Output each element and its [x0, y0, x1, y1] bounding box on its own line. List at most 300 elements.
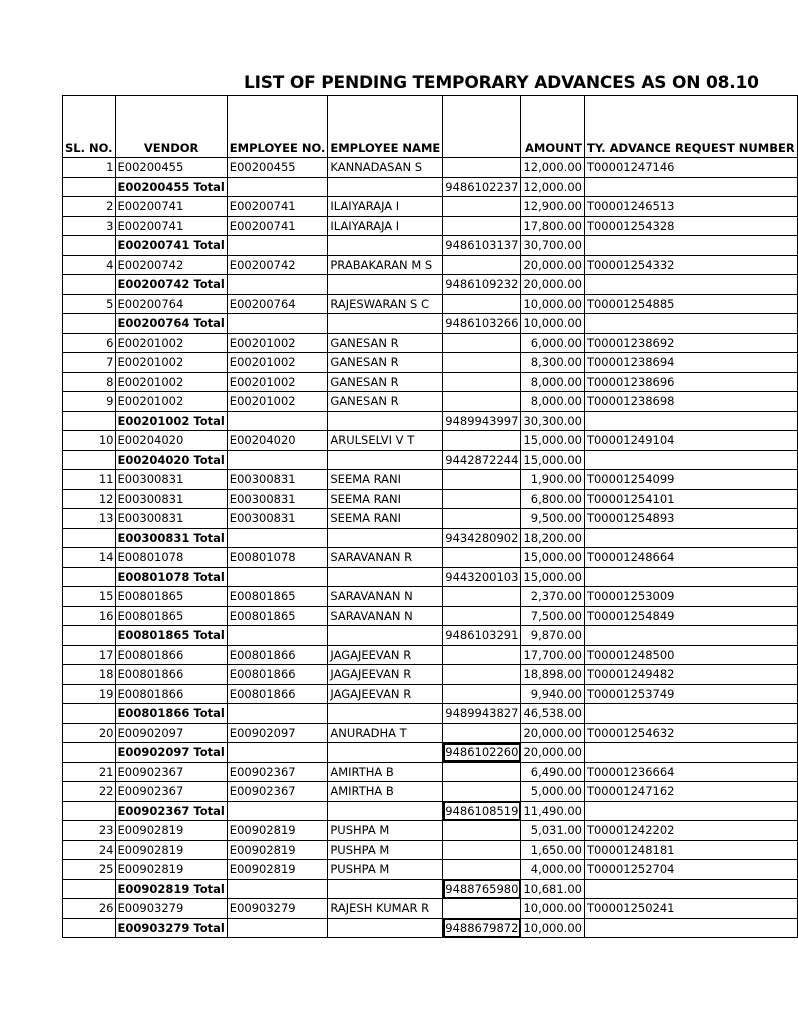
cell-request-number: T00001247162	[584, 782, 797, 802]
cell-phone: 9486102237	[443, 177, 521, 197]
cell-vendor: E00300831 Total	[115, 528, 227, 548]
advances-table	[62, 95, 798, 938]
cell-sl-no: 18	[63, 665, 116, 685]
cell-employee-no: E00902819	[227, 840, 328, 860]
cell-employee-name: PUSHPA M	[328, 860, 443, 880]
cell-phone	[443, 216, 521, 236]
cell-request-number: T00001254332	[584, 255, 797, 275]
table-row	[63, 840, 798, 860]
cell-vendor: E00200764	[115, 294, 227, 314]
cell-amount: 2,370.00	[521, 587, 585, 607]
cell-employee-no: E00204020	[227, 431, 328, 451]
cell-employee-name	[328, 450, 443, 470]
cell-phone	[443, 860, 521, 880]
table-row	[63, 782, 798, 802]
cell-sl-no	[63, 236, 116, 256]
cell-sl-no: 26	[63, 899, 116, 919]
cell-amount: 30,300.00	[521, 411, 585, 431]
cell-sl-no: 5	[63, 294, 116, 314]
cell-employee-name: GANESAN R	[328, 392, 443, 412]
cell-amount: 20,000.00	[521, 723, 585, 743]
cell-request-number	[584, 704, 797, 724]
table-row	[63, 645, 798, 665]
cell-sl-no: 11	[63, 470, 116, 490]
header-employee-no: EMPLOYEE NO.	[227, 96, 328, 158]
cell-amount: 10,000.00	[521, 918, 585, 938]
cell-vendor: E00200742	[115, 255, 227, 275]
cell-request-number	[584, 236, 797, 256]
cell-sl-no: 10	[63, 431, 116, 451]
cell-request-number: T00001247146	[584, 158, 797, 178]
cell-employee-no: E00801865	[227, 606, 328, 626]
total-row	[63, 704, 798, 724]
cell-employee-name	[328, 743, 443, 763]
cell-amount: 12,900.00	[521, 197, 585, 217]
cell-amount: 7,500.00	[521, 606, 585, 626]
cell-employee-no: E00801866	[227, 665, 328, 685]
cell-vendor: E00300831	[115, 470, 227, 490]
cell-employee-name	[328, 177, 443, 197]
cell-request-number	[584, 177, 797, 197]
header-employee-name: EMPLOYEE NAME	[328, 96, 443, 158]
cell-request-number: T00001249104	[584, 431, 797, 451]
cell-sl-no	[63, 879, 116, 899]
cell-employee-no: E00801078	[227, 548, 328, 568]
cell-amount: 9,870.00	[521, 626, 585, 646]
cell-sl-no: 8	[63, 372, 116, 392]
cell-vendor: E00201002	[115, 372, 227, 392]
cell-employee-name: SARAVANAN R	[328, 548, 443, 568]
cell-amount: 18,200.00	[521, 528, 585, 548]
cell-vendor: E00204020 Total	[115, 450, 227, 470]
cell-employee-no	[227, 567, 328, 587]
cell-employee-name: KANNADASAN S	[328, 158, 443, 178]
cell-employee-no: E00200741	[227, 197, 328, 217]
cell-sl-no: 12	[63, 489, 116, 509]
table-body	[63, 158, 798, 938]
table-row	[63, 489, 798, 509]
cell-phone: 9488679872	[443, 918, 521, 938]
cell-request-number: T00001242202	[584, 821, 797, 841]
cell-phone: 9489943827	[443, 704, 521, 724]
cell-employee-no	[227, 411, 328, 431]
cell-vendor: E00204020	[115, 431, 227, 451]
cell-request-number	[584, 918, 797, 938]
cell-amount: 1,900.00	[521, 470, 585, 490]
table-row	[63, 372, 798, 392]
cell-request-number: T00001248181	[584, 840, 797, 860]
total-row	[63, 450, 798, 470]
cell-employee-no: E00201002	[227, 372, 328, 392]
cell-employee-name: ILAIYARAJA I	[328, 197, 443, 217]
cell-amount: 10,000.00	[521, 899, 585, 919]
cell-employee-name	[328, 879, 443, 899]
cell-employee-name: RAJESWARAN S C	[328, 294, 443, 314]
cell-employee-name: ANURADHA T	[328, 723, 443, 743]
cell-amount: 30,700.00	[521, 236, 585, 256]
cell-employee-no	[227, 236, 328, 256]
cell-request-number	[584, 528, 797, 548]
cell-phone	[443, 294, 521, 314]
cell-vendor: E00200455	[115, 158, 227, 178]
total-row	[63, 236, 798, 256]
cell-employee-no: E00902367	[227, 762, 328, 782]
cell-request-number: T00001238694	[584, 353, 797, 373]
cell-sl-no: 21	[63, 762, 116, 782]
cell-amount: 4,000.00	[521, 860, 585, 880]
cell-phone	[443, 645, 521, 665]
table-row	[63, 821, 798, 841]
cell-request-number	[584, 275, 797, 295]
cell-phone	[443, 762, 521, 782]
cell-vendor: E00201002	[115, 333, 227, 353]
cell-employee-name: GANESAN R	[328, 353, 443, 373]
cell-request-number: T00001254099	[584, 470, 797, 490]
cell-phone	[443, 372, 521, 392]
cell-vendor: E00902367 Total	[115, 801, 227, 821]
cell-amount: 6,490.00	[521, 762, 585, 782]
table-row	[63, 392, 798, 412]
cell-amount: 20,000.00	[521, 255, 585, 275]
cell-request-number: T00001238696	[584, 372, 797, 392]
cell-sl-no: 20	[63, 723, 116, 743]
cell-employee-name	[328, 411, 443, 431]
cell-employee-no	[227, 450, 328, 470]
cell-request-number: T00001253009	[584, 587, 797, 607]
table-row	[63, 606, 798, 626]
cell-vendor: E00200742 Total	[115, 275, 227, 295]
cell-request-number: T00001249482	[584, 665, 797, 685]
cell-phone: 9486102260	[443, 743, 521, 763]
table-row	[63, 470, 798, 490]
cell-amount: 8,000.00	[521, 392, 585, 412]
cell-request-number: T00001254885	[584, 294, 797, 314]
cell-employee-name	[328, 918, 443, 938]
cell-phone	[443, 840, 521, 860]
cell-vendor: E00902819	[115, 840, 227, 860]
cell-vendor: E00902367	[115, 782, 227, 802]
cell-employee-no	[227, 626, 328, 646]
cell-amount: 9,500.00	[521, 509, 585, 529]
cell-vendor: E00200741 Total	[115, 236, 227, 256]
page-title: LIST OF PENDING TEMPORARY ADVANCES AS ON 08.10	[244, 73, 759, 93]
cell-employee-name: JAGAJEEVAN R	[328, 684, 443, 704]
table-row	[63, 723, 798, 743]
cell-vendor: E00902097 Total	[115, 743, 227, 763]
table-row	[63, 353, 798, 373]
cell-employee-name: SARAVANAN N	[328, 587, 443, 607]
cell-sl-no	[63, 177, 116, 197]
cell-employee-name: AMIRTHA B	[328, 782, 443, 802]
total-row	[63, 801, 798, 821]
cell-amount: 15,000.00	[521, 567, 585, 587]
cell-sl-no	[63, 626, 116, 646]
cell-vendor: E00801078 Total	[115, 567, 227, 587]
cell-employee-no: E00903279	[227, 899, 328, 919]
cell-request-number: T00001252704	[584, 860, 797, 880]
cell-sl-no	[63, 704, 116, 724]
cell-amount: 20,000.00	[521, 275, 585, 295]
table-row	[63, 158, 798, 178]
cell-employee-no: E00201002	[227, 333, 328, 353]
total-row	[63, 177, 798, 197]
cell-vendor: E00200455 Total	[115, 177, 227, 197]
cell-amount: 12,000.00	[521, 158, 585, 178]
cell-sl-no: 15	[63, 587, 116, 607]
cell-phone: 9486109232	[443, 275, 521, 295]
header-sl-no: SL. NO.	[63, 96, 116, 158]
cell-amount: 6,800.00	[521, 489, 585, 509]
cell-sl-no: 3	[63, 216, 116, 236]
total-row	[63, 918, 798, 938]
cell-employee-no: E00902819	[227, 821, 328, 841]
cell-sl-no: 19	[63, 684, 116, 704]
cell-vendor: E00902819	[115, 860, 227, 880]
header-amount: AMOUNT	[521, 96, 585, 158]
cell-amount: 15,000.00	[521, 548, 585, 568]
cell-vendor: E00902819 Total	[115, 879, 227, 899]
cell-sl-no: 16	[63, 606, 116, 626]
cell-vendor: E00201002	[115, 392, 227, 412]
cell-sl-no: 24	[63, 840, 116, 860]
cell-employee-no: E00300831	[227, 470, 328, 490]
total-row	[63, 411, 798, 431]
cell-vendor: E00801866	[115, 684, 227, 704]
cell-vendor: E00801865	[115, 606, 227, 626]
cell-sl-no: 14	[63, 548, 116, 568]
cell-vendor: E00903279 Total	[115, 918, 227, 938]
header-vendor: VENDOR	[115, 96, 227, 158]
cell-employee-name	[328, 801, 443, 821]
cell-phone: 9489943997	[443, 411, 521, 431]
cell-vendor: E00801866	[115, 665, 227, 685]
cell-sl-no	[63, 528, 116, 548]
cell-amount: 5,000.00	[521, 782, 585, 802]
cell-sl-no	[63, 918, 116, 938]
table-row	[63, 431, 798, 451]
cell-phone	[443, 158, 521, 178]
cell-request-number	[584, 801, 797, 821]
cell-employee-name: SEEMA RANI	[328, 509, 443, 529]
cell-amount: 46,538.00	[521, 704, 585, 724]
cell-vendor: E00300831	[115, 489, 227, 509]
cell-employee-no	[227, 275, 328, 295]
cell-phone	[443, 353, 521, 373]
cell-amount: 11,490.00	[521, 801, 585, 821]
cell-phone	[443, 509, 521, 529]
cell-request-number: T00001248664	[584, 548, 797, 568]
cell-phone	[443, 470, 521, 490]
cell-phone	[443, 197, 521, 217]
cell-employee-no: E00300831	[227, 489, 328, 509]
cell-request-number	[584, 879, 797, 899]
cell-employee-no	[227, 177, 328, 197]
header-row	[63, 96, 798, 158]
cell-sl-no	[63, 450, 116, 470]
cell-phone	[443, 665, 521, 685]
cell-request-number: T00001254328	[584, 216, 797, 236]
cell-sl-no	[63, 314, 116, 334]
header-phone	[443, 96, 521, 158]
cell-request-number: T00001246513	[584, 197, 797, 217]
cell-vendor: E00801078	[115, 548, 227, 568]
cell-employee-no	[227, 743, 328, 763]
cell-vendor: E00801865	[115, 587, 227, 607]
table-row	[63, 197, 798, 217]
total-row	[63, 314, 798, 334]
cell-request-number	[584, 450, 797, 470]
cell-sl-no: 2	[63, 197, 116, 217]
cell-employee-name	[328, 704, 443, 724]
cell-vendor: E00300831	[115, 509, 227, 529]
cell-sl-no: 7	[63, 353, 116, 373]
cell-vendor: E00200741	[115, 197, 227, 217]
table-row	[63, 684, 798, 704]
cell-phone	[443, 821, 521, 841]
cell-phone	[443, 684, 521, 704]
table-row	[63, 899, 798, 919]
cell-employee-name: GANESAN R	[328, 372, 443, 392]
cell-amount: 8,300.00	[521, 353, 585, 373]
cell-employee-name	[328, 275, 443, 295]
cell-amount: 15,000.00	[521, 450, 585, 470]
cell-phone	[443, 489, 521, 509]
table-row	[63, 294, 798, 314]
cell-sl-no: 13	[63, 509, 116, 529]
cell-employee-no	[227, 918, 328, 938]
cell-sl-no: 25	[63, 860, 116, 880]
table-row	[63, 255, 798, 275]
cell-vendor: E00902819	[115, 821, 227, 841]
cell-sl-no: 6	[63, 333, 116, 353]
header-request-number: TY. ADVANCE REQUEST NUMBER	[584, 96, 797, 158]
cell-request-number	[584, 743, 797, 763]
total-row	[63, 879, 798, 899]
cell-amount: 8,000.00	[521, 372, 585, 392]
cell-phone	[443, 782, 521, 802]
cell-phone	[443, 587, 521, 607]
cell-phone	[443, 548, 521, 568]
cell-employee-name: SEEMA RANI	[328, 489, 443, 509]
cell-request-number: T00001254893	[584, 509, 797, 529]
cell-phone	[443, 392, 521, 412]
cell-request-number: T00001254101	[584, 489, 797, 509]
cell-sl-no: 1	[63, 158, 116, 178]
table-row	[63, 216, 798, 236]
cell-sl-no	[63, 275, 116, 295]
table-row	[63, 762, 798, 782]
cell-employee-no: E00300831	[227, 509, 328, 529]
cell-phone	[443, 723, 521, 743]
cell-amount: 18,898.00	[521, 665, 585, 685]
cell-sl-no	[63, 743, 116, 763]
cell-employee-name: SEEMA RANI	[328, 470, 443, 490]
cell-vendor: E00801865 Total	[115, 626, 227, 646]
cell-employee-no: E00200741	[227, 216, 328, 236]
cell-request-number: T00001254849	[584, 606, 797, 626]
cell-employee-no: E00902819	[227, 860, 328, 880]
cell-amount: 10,000.00	[521, 294, 585, 314]
cell-request-number	[584, 626, 797, 646]
cell-sl-no: 9	[63, 392, 116, 412]
cell-employee-no: E00201002	[227, 392, 328, 412]
cell-employee-name: PUSHPA M	[328, 840, 443, 860]
cell-request-number: T00001236664	[584, 762, 797, 782]
cell-sl-no: 23	[63, 821, 116, 841]
table-row	[63, 509, 798, 529]
total-row	[63, 528, 798, 548]
cell-phone: 9434280902	[443, 528, 521, 548]
cell-employee-no	[227, 704, 328, 724]
total-row	[63, 626, 798, 646]
cell-employee-name: GANESAN R	[328, 333, 443, 353]
cell-employee-no	[227, 801, 328, 821]
cell-sl-no	[63, 567, 116, 587]
cell-request-number: T00001254632	[584, 723, 797, 743]
cell-request-number	[584, 411, 797, 431]
cell-employee-name	[328, 236, 443, 256]
cell-phone	[443, 333, 521, 353]
cell-amount: 9,940.00	[521, 684, 585, 704]
cell-employee-name: PUSHPA M	[328, 821, 443, 841]
cell-vendor: E00201002	[115, 353, 227, 373]
cell-phone: 9486103266	[443, 314, 521, 334]
cell-employee-no: E00801866	[227, 645, 328, 665]
cell-employee-name: ARULSELVI V T	[328, 431, 443, 451]
total-row	[63, 567, 798, 587]
cell-request-number: T00001250241	[584, 899, 797, 919]
cell-phone: 9486108519	[443, 801, 521, 821]
cell-request-number: T00001253749	[584, 684, 797, 704]
cell-vendor: E00200741	[115, 216, 227, 236]
cell-sl-no	[63, 801, 116, 821]
cell-employee-name: SARAVANAN N	[328, 606, 443, 626]
cell-request-number: T00001238692	[584, 333, 797, 353]
cell-sl-no: 17	[63, 645, 116, 665]
cell-amount: 1,650.00	[521, 840, 585, 860]
cell-employee-name	[328, 626, 443, 646]
cell-employee-no: E00200742	[227, 255, 328, 275]
cell-phone: 9443200103	[443, 567, 521, 587]
cell-employee-name: JAGAJEEVAN R	[328, 665, 443, 685]
cell-vendor: E00902097	[115, 723, 227, 743]
cell-amount: 10,681.00	[521, 879, 585, 899]
cell-vendor: E00902367	[115, 762, 227, 782]
cell-employee-no: E00200455	[227, 158, 328, 178]
cell-amount: 17,800.00	[521, 216, 585, 236]
cell-phone	[443, 606, 521, 626]
cell-vendor: E00903279	[115, 899, 227, 919]
cell-employee-no: E00801865	[227, 587, 328, 607]
cell-amount: 17,700.00	[521, 645, 585, 665]
table-row	[63, 548, 798, 568]
cell-request-number: T00001248500	[584, 645, 797, 665]
cell-employee-name	[328, 314, 443, 334]
total-row	[63, 275, 798, 295]
cell-employee-no: E00200764	[227, 294, 328, 314]
cell-amount: 15,000.00	[521, 431, 585, 451]
cell-employee-no: E00902097	[227, 723, 328, 743]
cell-amount: 10,000.00	[521, 314, 585, 334]
cell-vendor: E00200764 Total	[115, 314, 227, 334]
cell-employee-name: AMIRTHA B	[328, 762, 443, 782]
cell-phone: 9488765980	[443, 879, 521, 899]
cell-request-number	[584, 567, 797, 587]
cell-employee-no: E00902367	[227, 782, 328, 802]
cell-amount: 6,000.00	[521, 333, 585, 353]
cell-amount: 5,031.00	[521, 821, 585, 841]
cell-employee-name: JAGAJEEVAN R	[328, 645, 443, 665]
